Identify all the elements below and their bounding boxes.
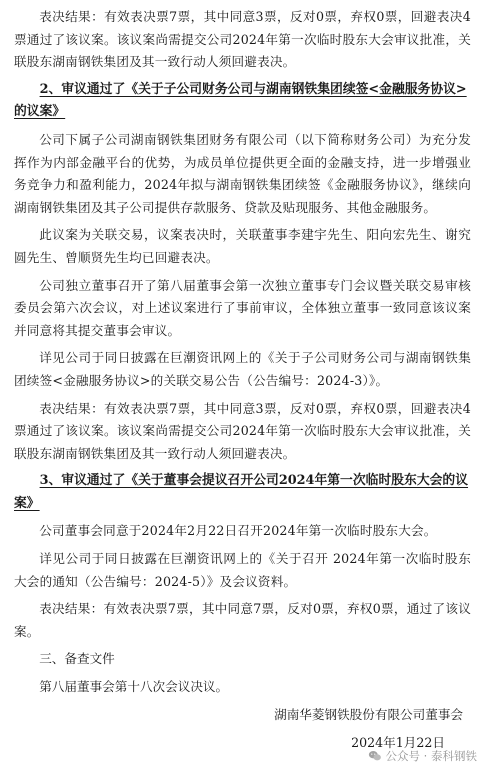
paragraph-independent-directors: 公司独立董事召开了第八届董事会第一次独立董事专门会议暨关联交易审核委员会第六次会议，对上述议案进行了事前审议，全体独立董事一致同意该议案并同意将其提交董事会审议。 <box>14 277 471 338</box>
paragraph-vote-result-1: 表决结果：有效表决票7票，其中同意3票，反对0票，弃权0票，回避表决4票通过了该议案。该议案尚需提交公司2024年第一次临时股东大会审议批准，关联股东湖南钢铁集团及其一致行动人须回避表决。 <box>14 9 471 70</box>
paragraph-meeting-date: 公司董事会同意于2024年2月22日召开2024年第一次临时股东大会。 <box>39 523 437 539</box>
watermark-text: 公众号 · 泰科钢铁 <box>385 749 477 763</box>
paragraph-disclosure-2: 详见公司于同日披露在巨潮资讯网上的《关于召开 2024年第一次临时股东大会的通知（公告编号：2024-5）》及会议资料。 <box>14 551 471 589</box>
signature-date: 2024年1月22日 <box>351 735 445 751</box>
section-heading-reference: 三、备查文件 <box>39 651 115 667</box>
paragraph-disclosure-1: 详见公司于同日披露在巨潮资讯网上的《关于子公司财务公司与湖南钢铁集团续签<金融服务协议>的关联交易公告（公告编号：2024-3）》。 <box>14 350 471 388</box>
signature-company: 湖南华菱钢铁股份有限公司董事会 <box>274 706 463 722</box>
paragraph-finance-company: 公司下属子公司湖南钢铁集团财务有限公司（以下简称财务公司）为充分发挥作为内部金融平台的优势，为成员单位提供更全面的金融支持，进一步增强业务竞争力和盈利能力，2024年拟与湖南钢铁集团续签《金融服务协议》，继续向湖南钢铁集团及其子公司提供存款服务、贷款及贴现服务、其他金融服务。 <box>14 131 471 215</box>
paragraph-reference-doc: 第八届董事会第十八次会议决议。 <box>39 679 229 695</box>
paragraph-vote-result-3: 表决结果：有效表决票7票，其中同意7票，反对0票，弃权0票，通过了该议案。 <box>14 601 471 639</box>
heading-resolution-2: 2、审议通过了《关于子公司财务公司与湖南钢铁集团续签<金融服务协议>的议案》 <box>14 81 467 120</box>
watermark <box>368 748 477 764</box>
heading-resolution-3: 3、审议通过了《关于董事会提议召开公司2024年第一次临时股东大会的议案》 <box>14 473 469 511</box>
wechat-icon <box>368 749 382 763</box>
paragraph-related-transaction: 此议案为关联交易，议案表决时，关联董事李建宇先生、阳向宏先生、谢究圆先生、曾顺贤先生均已回避表决。 <box>14 227 471 265</box>
paragraph-vote-result-2: 表决结果：有效表决票7票，其中同意3票，反对0票，弃权0票，回避表决4票通过了该议案。该议案尚需提交公司2024年第一次临时股东大会审议批准，关联股东湖南钢铁集团及其一致行动人须回避表决。 <box>14 400 471 461</box>
